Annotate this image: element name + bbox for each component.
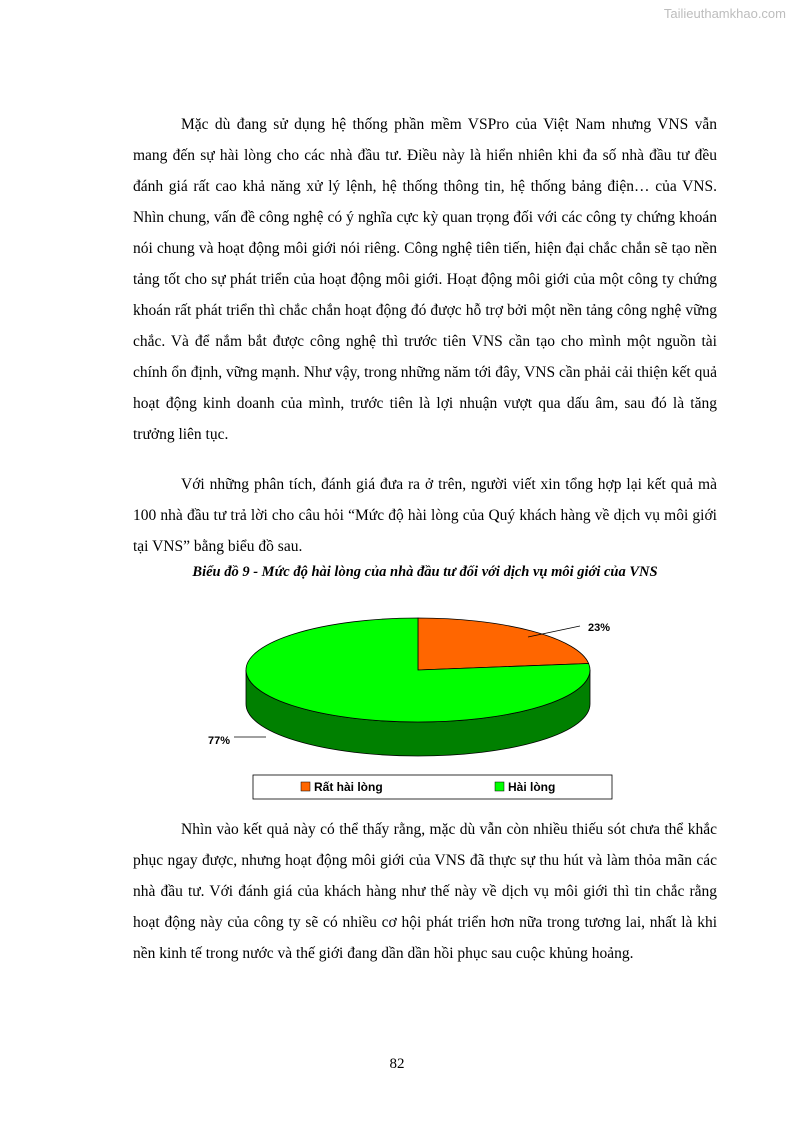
leader-line-1 (528, 626, 580, 637)
legend (253, 775, 612, 799)
legend-label-2: Hài lòng (508, 780, 556, 794)
paragraph-1: Mặc dù đang sử dụng hệ thống phần mềm VSPro của Việt Nam nhưng VNS vẫn mang đến sự hài lòng cho các nhà đầu tư. Điều này là hiển nhiên khi đa số nhà đầu tư đều đánh giá rất cao khả năng xử lý lệnh, hệ thống thông tin, hệ thống bảng điện… của VNS. Nhìn chung, vấn đề công nghệ có ý nghĩa cực kỳ quan trọng đối với các công ty chứng khoán nói chung và hoạt động môi giới nói riêng. Công nghệ tiên tiến, hiện đại chắc chắn sẽ tạo nền tảng tốt cho sự phát triển của hoạt động môi giới. Hoạt động môi giới của một công ty chứng khoán rất phát triển thì chắc chắn hoạt động đó được hỗ trợ bởi một nền tảng công nghệ vững chắc. Và để nắm bắt được công nghệ thì trước tiên VNS cần tạo cho mình một nguồn tài chính ổn định, vững mạnh. Như vậy, trong những năm tới đây, VNS cần phải cải thiện kết quả hoạt động kinh doanh của mình, trước tiên là lợi nhuận vượt qua dấu âm, sau đó là tăng trưởng liên tục. (133, 116, 717, 443)
paragraph-2: Với những phân tích, đánh giá đưa ra ở trên, người viết xin tổng hợp lại kết quả mà 100 nhà đầu tư trả lời cho câu hỏi “Mức độ hài lòng của Quý khách hàng về dịch vụ môi giới tại VNS” bằng biểu đồ sau. (133, 476, 717, 555)
paragraph-3: Nhìn vào kết quả này có thể thấy rằng, mặc dù vẫn còn nhiều thiếu sót chưa thể khắc phục ngay được, nhưng hoạt động môi giới của VNS đã thực sự thu hút và làm thỏa mãn các nhà đầu tư. Với đánh giá của khách hàng như thế này về dịch vụ môi giới thì tin chắc rằng hoạt động này của công ty sẽ có nhiều cơ hội phát triển hơn nữa trong tương lai, nhất là khi nền kinh tế trong nước và thế giới đang dần dần hồi phục sau cuộc khủng hoảng. (133, 821, 717, 962)
watermark: Tailieuthamkhao.com (663, 6, 786, 21)
data-label-1: 23% (588, 622, 611, 634)
chart-caption: Biểu đồ 9 - Mức độ hài lòng của nhà đầu tư đối với dịch vụ môi giới của VNS (192, 564, 658, 580)
legend-swatch-2 (495, 782, 504, 791)
legend-label-1: Rất hài lòng (314, 780, 383, 794)
pie-chart (180, 602, 630, 802)
pie-slice-1 (418, 618, 589, 670)
data-label-2: 77% (208, 735, 231, 747)
pie-3d-layer (246, 618, 590, 756)
legend-swatch-1 (301, 782, 310, 791)
page-number: 82 (389, 1056, 405, 1072)
